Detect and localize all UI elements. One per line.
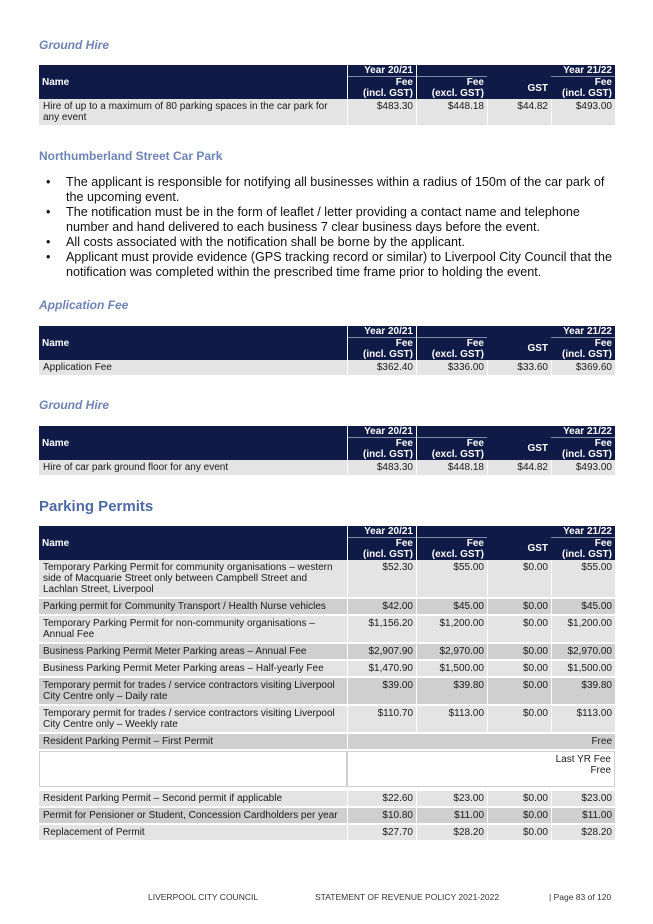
table-row <box>39 560 615 599</box>
notice-bullet-list <box>46 175 620 280</box>
header-year-2021: Year 20/21 <box>347 326 416 337</box>
row-fee-2122: $113.00 <box>551 706 615 734</box>
table-row <box>39 751 615 787</box>
row-fee-excl: $1,500.00 <box>416 661 487 678</box>
row-gst: $44.82 <box>487 460 551 477</box>
row-name: Business Parking Permit Meter Parking areas – Half-yearly Fee <box>39 661 347 678</box>
row-fee-excl: $448.18 <box>416 460 487 477</box>
header-gst: GST <box>527 82 548 94</box>
row-fee-2021: $483.30 <box>347 460 416 477</box>
row-fee-2021: $483.30 <box>347 99 416 127</box>
row-fee-2021: $110.70 <box>347 706 416 734</box>
row-gst: $44.82 <box>487 99 551 127</box>
row-name: Resident Parking Permit – Second permit if applicable <box>39 791 347 808</box>
fee-table-ground-hire-2: Name Year 20/21 Year 21/22 Fee (incl. GST) Fee (excl. GST) GST Fee (incl. GST) Hire of car park ground floor for any event $483.30 $448.18 $44.82 $493.00 <box>39 426 615 477</box>
section-heading-parking-permits: Parking Permits <box>39 498 154 515</box>
row-fee-2122: $39.80 <box>551 678 615 706</box>
fee-table-ground-hire-1 <box>39 65 615 127</box>
row-fee-excl: $28.20 <box>416 825 487 842</box>
header-excl-gst: (excl. GST) <box>431 88 484 99</box>
row-gst: $0.00 <box>487 661 551 678</box>
row-name: Hire of car park ground floor for any event <box>39 460 347 477</box>
list-item: • The applicant is responsible for notifying all businesses within a radius of 150m of the car park of the upcoming event. <box>46 175 605 204</box>
footer-page-number: | Page 83 of 120 <box>549 892 612 902</box>
row-fee-2122: $1,200.00 <box>551 616 615 644</box>
row-fee-2122: $28.20 <box>551 825 615 842</box>
row-fee-2122: $23.00 <box>551 791 615 808</box>
row-gst: $0.00 <box>487 644 551 661</box>
header-fee: Fee <box>395 77 413 88</box>
row-gst: $0.00 <box>487 599 551 616</box>
row-gst: $0.00 <box>487 791 551 808</box>
section-heading-northumberland: Northumberland Street Car Park <box>39 149 223 163</box>
table-row <box>39 644 615 661</box>
header-year-2122: Year 21/22 <box>551 426 615 437</box>
row-gst: $0.00 <box>487 706 551 734</box>
row-fee-free: Free <box>347 734 615 751</box>
row-gst: $0.00 <box>487 808 551 825</box>
row-fee-2122: $1,500.00 <box>551 661 615 678</box>
row-fee-excl: $113.00 <box>416 706 487 734</box>
row-fee-2021: $2,907.90 <box>347 644 416 661</box>
row-fee-2122: $45.00 <box>551 599 615 616</box>
table-row <box>39 661 615 678</box>
row-gst: $0.00 <box>487 678 551 706</box>
table-row <box>39 360 615 377</box>
table-row <box>39 808 615 825</box>
row-name: Business Parking Permit Meter Parking areas – Annual Fee <box>39 644 347 661</box>
header-year-2021: Year 20/21 <box>347 426 416 437</box>
table-row <box>39 599 615 616</box>
list-item: • All costs associated with the notification shall be borne by the applicant. <box>46 235 466 249</box>
table-row <box>39 825 615 842</box>
row-fee-excl: $11.00 <box>416 808 487 825</box>
row-fee-2122: $2,970.00 <box>551 644 615 661</box>
row-fee-2122: $11.00 <box>551 808 615 825</box>
table-row <box>39 460 615 477</box>
row-fee-2021: $39.00 <box>347 678 416 706</box>
section-heading-application-fee: Application Fee <box>39 298 129 312</box>
header-name: Name <box>39 426 347 460</box>
row-name: Temporary Parking Permit for non-community organisations – Annual Fee <box>39 616 347 644</box>
header-incl-gst: (incl. GST) <box>562 88 612 99</box>
row-fee-excl: $45.00 <box>416 599 487 616</box>
row-name: Temporary permit for trades / service contractors visiting Liverpool City Centre only – Weekly rate <box>39 706 347 734</box>
row-fee-2122: $369.60 <box>551 360 615 377</box>
header-year-2021: Year 20/21 <box>347 526 416 537</box>
table-row <box>39 791 615 808</box>
row-name: Temporary Parking Permit for community organisations – western side of Macquarie Street only between Campbell Street and Lachlan Street, Liverpool <box>39 560 347 599</box>
table-row <box>39 734 615 751</box>
fee-table-parking-permits: Name Year 20/21 Year 21/22 Fee (incl. GST) Fee (excl. GST) GST Fee (incl. GST) Temporary Parking Permit for community organisations – western side of Macquarie Street only between Campbell Street and Lachlan Street, Liverpool $52.30 $55.00 $0.00 $55.00 Parking permit for Community Transport / Health Nurse vehicles $42.00 $45.00 $0.00 $45.00 Temporary Parking Permit for non-community organisations – Annual Fee $1,156.20 $1,200.00 $0.00 $1,200.00 Business Parking Permit Meter Parking areas – Annual Fee $2,907.90 $2,970.00 $0.00 $2,970.00 Business Parking Permit Meter Parking areas – Half-yearly Fee $1,470.90 $1,500.00 $0.00 $1,500.00 Temporary permit for trades / service contractors visiting Liverpool City Centre only – Daily rate $39.00 $39.80 $0.00 $39.80 Temporary permit for trades / service contractors visiting Liverpool City Centre only – Weekly rate $110.70 $113.00 $0.00 $113.00 Resident Parking Permit – First Permit Free Last YR Fee Free Resident Parking Permit – Second permit if applicable $22.60 $23.00 $0.00 $23.00 Permit for Pensioner or Student, Concession Cardholders per year $10.80 $11.00 $0.00 $11.00 Replacement of Permit $27.70 $28.20 $0.00 $28.20 <box>39 526 615 842</box>
row-name: Parking permit for Community Transport / Health Nurse vehicles <box>39 599 347 616</box>
row-name: Hire of up to a maximum of 80 parking spaces in the car park for any event <box>39 99 347 127</box>
row-fee-2021: $42.00 <box>347 599 416 616</box>
row-name: Temporary permit for trades / service contractors visiting Liverpool City Centre only – Daily rate <box>39 678 347 706</box>
table-header-row <box>39 65 615 76</box>
list-item: • Applicant must provide evidence (GPS tracking record or similar) to Liverpool City Council that the notification was completed within the prescribed time frame prior to holding the event. <box>46 250 612 279</box>
footer-statement: STATEMENT OF REVENUE POLICY 2021-2022 <box>315 892 500 902</box>
row-fee-2122: $493.00 <box>551 460 615 477</box>
row-fee-2122: $55.00 <box>551 560 615 599</box>
header-incl-gst: (incl. GST) <box>363 88 413 99</box>
row-fee-2021: $10.80 <box>347 808 416 825</box>
row-name: Application Fee <box>39 360 347 377</box>
row-fee-2021: $1,156.20 <box>347 616 416 644</box>
row-fee-excl: $23.00 <box>416 791 487 808</box>
row-gst: $0.00 <box>487 825 551 842</box>
row-name: Resident Parking Permit – First Permit <box>39 734 347 751</box>
header-name: Name <box>39 526 347 560</box>
row-name: Permit for Pensioner or Student, Concession Cardholders per year <box>39 808 347 825</box>
row-fee-excl: $448.18 <box>416 99 487 127</box>
row-name: Replacement of Permit <box>39 825 347 842</box>
header-year-2122: Year 21/22 <box>551 526 615 537</box>
row-fee-2021: $52.30 <box>347 560 416 599</box>
table-row <box>39 616 615 644</box>
table-row <box>39 99 615 127</box>
row-fee-2021: $27.70 <box>347 825 416 842</box>
row-fee-2122: $493.00 <box>551 99 615 127</box>
row-fee-excl: $39.80 <box>416 678 487 706</box>
header-year-2122: Year 21/22 <box>551 326 615 337</box>
row-fee-2021: $22.60 <box>347 791 416 808</box>
row-gst: $33.60 <box>487 360 551 377</box>
fee-table-application: Name Year 20/21 Year 21/22 Fee (incl. GST) Fee (excl. GST) GST Fee (incl. GST) Application Fee $362.40 $336.00 $33.60 $369.60 <box>39 326 615 377</box>
list-item: • The notification must be in the form of leaflet / letter providing a contact name and telephone number and hand delivered to each business 7 clear business days before the event. <box>46 205 580 234</box>
row-fee-2021: $362.40 <box>347 360 416 377</box>
row-last-year-note: Last YR Fee Free <box>347 751 615 787</box>
header-fee: Fee <box>594 77 612 88</box>
header-year-2021: Year 20/21 <box>347 65 416 76</box>
row-fee-2021: $1,470.90 <box>347 661 416 678</box>
header-fee: Fee <box>466 77 484 88</box>
row-fee-excl: $336.00 <box>416 360 487 377</box>
row-fee-excl: $2,970.00 <box>416 644 487 661</box>
table-row <box>39 678 615 706</box>
header-name: Name <box>39 65 347 99</box>
table-row <box>39 706 615 734</box>
section-heading-ground-hire: Ground Hire <box>39 38 110 52</box>
row-gst: $0.00 <box>487 616 551 644</box>
row-fee-excl: $1,200.00 <box>416 616 487 644</box>
header-year-2122: Year 21/22 <box>551 65 615 76</box>
section-heading-ground-hire-2: Ground Hire <box>39 398 110 412</box>
header-name: Name <box>39 326 347 360</box>
row-fee-excl: $55.00 <box>416 560 487 599</box>
row-gst: $0.00 <box>487 560 551 599</box>
footer-council: LIVERPOOL CITY COUNCIL <box>148 892 259 902</box>
